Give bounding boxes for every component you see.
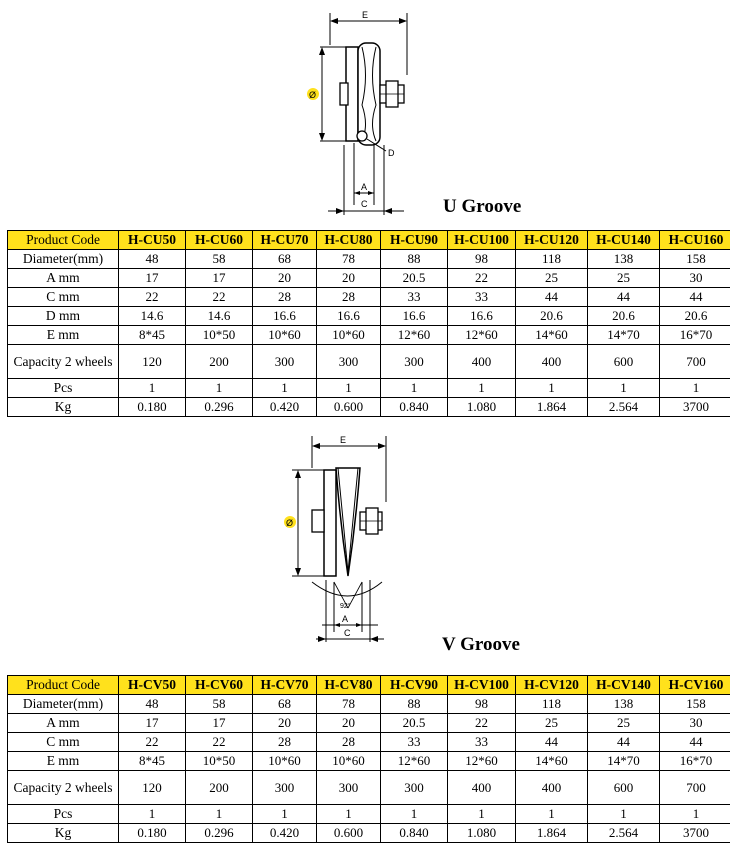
header-cell: H-CU140 xyxy=(588,231,660,250)
table-cell: 1 xyxy=(588,805,660,824)
table-cell: 1 xyxy=(588,379,660,398)
table-cell: 10*50 xyxy=(186,752,253,771)
table-cell: 20 xyxy=(253,269,317,288)
v-dim-e-label: E xyxy=(340,435,347,445)
table-cell: 400 xyxy=(448,771,516,805)
table-cell: 33 xyxy=(381,733,448,752)
table-cell: 12*60 xyxy=(448,752,516,771)
table-cell: 300 xyxy=(381,771,448,805)
table-cell: 0.600 xyxy=(317,398,381,417)
table-cell: 300 xyxy=(381,345,448,379)
row-label: E mm xyxy=(8,752,119,771)
table-cell: 1 xyxy=(381,379,448,398)
table-cell: 158 xyxy=(660,250,730,269)
row-label: A mm xyxy=(8,714,119,733)
table-cell: 1 xyxy=(448,805,516,824)
table-cell: 1.864 xyxy=(516,398,588,417)
u-dim-c-label: C xyxy=(361,199,368,209)
table-cell: 44 xyxy=(660,733,730,752)
v-header-row xyxy=(8,676,730,695)
u-groove-title: U Groove xyxy=(443,196,522,217)
table-cell: 1.080 xyxy=(448,398,516,417)
table-cell: 78 xyxy=(317,695,381,714)
table-cell: 300 xyxy=(253,771,317,805)
table-cell: 22 xyxy=(119,288,186,307)
table-cell: 25 xyxy=(516,269,588,288)
u-dim-a-label: A xyxy=(361,182,368,192)
header-cell: H-CV100 xyxy=(448,676,516,695)
row-label: Pcs xyxy=(8,379,119,398)
table-cell: 600 xyxy=(588,771,660,805)
table-cell: 22 xyxy=(186,288,253,307)
table-row xyxy=(8,326,730,345)
table-cell: 1.080 xyxy=(448,824,516,843)
table-row xyxy=(8,771,730,805)
table-cell: 0.600 xyxy=(317,824,381,843)
table-cell: 700 xyxy=(660,771,730,805)
table-cell: 14*60 xyxy=(516,752,588,771)
table-cell: 1 xyxy=(660,805,730,824)
table-cell: 118 xyxy=(516,250,588,269)
row-label: Capacity 2 wheels xyxy=(8,771,119,805)
header-cell: H-CV120 xyxy=(516,676,588,695)
table-cell: 22 xyxy=(448,269,516,288)
table-cell: 12*60 xyxy=(448,326,516,345)
table-cell: 1 xyxy=(381,805,448,824)
table-cell: 300 xyxy=(253,345,317,379)
table-cell: 58 xyxy=(186,695,253,714)
header-cell: H-CU80 xyxy=(317,231,381,250)
header-cell: H-CU100 xyxy=(448,231,516,250)
table-row xyxy=(8,250,730,269)
table-cell: 14.6 xyxy=(119,307,186,326)
table-cell: 20 xyxy=(317,714,381,733)
table-row xyxy=(8,824,730,843)
table-cell: 20 xyxy=(317,269,381,288)
table-cell: 120 xyxy=(119,771,186,805)
table-cell: 12*60 xyxy=(381,326,448,345)
table-cell: 300 xyxy=(317,345,381,379)
table-cell: 1 xyxy=(660,379,730,398)
table-cell: 1 xyxy=(516,379,588,398)
table-cell: 118 xyxy=(516,695,588,714)
table-cell: 44 xyxy=(516,733,588,752)
table-cell: 68 xyxy=(253,695,317,714)
table-cell: 22 xyxy=(448,714,516,733)
u-dim-d-label: D xyxy=(388,148,395,158)
header-cell: H-CV160 xyxy=(660,676,730,695)
table-cell: 28 xyxy=(253,288,317,307)
header-cell: H-CU160 xyxy=(660,231,730,250)
table-cell: 1 xyxy=(317,805,381,824)
v-groove-spec-table xyxy=(7,675,730,843)
table-cell: 88 xyxy=(381,695,448,714)
header-cell: Product Code xyxy=(8,231,119,250)
header-cell: H-CV70 xyxy=(253,676,317,695)
table-cell: 1 xyxy=(448,379,516,398)
v-dim-c-label: C xyxy=(344,628,351,638)
u-header-row xyxy=(8,231,730,250)
table-cell: 22 xyxy=(186,733,253,752)
table-cell: 20.6 xyxy=(660,307,730,326)
table-cell: 17 xyxy=(119,269,186,288)
table-cell: 58 xyxy=(186,250,253,269)
table-cell: 33 xyxy=(381,288,448,307)
table-cell: 200 xyxy=(186,771,253,805)
row-label: Pcs xyxy=(8,805,119,824)
table-cell: 16*70 xyxy=(660,752,730,771)
table-cell: 17 xyxy=(119,714,186,733)
table-cell: 16.6 xyxy=(381,307,448,326)
table-cell: 16*70 xyxy=(660,326,730,345)
table-cell: 44 xyxy=(660,288,730,307)
table-row xyxy=(8,307,730,326)
table-cell: 98 xyxy=(448,250,516,269)
table-row xyxy=(8,733,730,752)
table-cell: 0.420 xyxy=(253,398,317,417)
table-cell: 22 xyxy=(119,733,186,752)
table-cell: 44 xyxy=(588,288,660,307)
table-row xyxy=(8,805,730,824)
table-cell: 20.5 xyxy=(381,714,448,733)
table-cell: 1 xyxy=(253,805,317,824)
table-cell: 78 xyxy=(317,250,381,269)
table-cell: 10*60 xyxy=(317,752,381,771)
table-cell: 2.564 xyxy=(588,398,660,417)
table-cell: 1 xyxy=(186,379,253,398)
table-cell: 1 xyxy=(253,379,317,398)
row-label: A mm xyxy=(8,269,119,288)
table-cell: 400 xyxy=(448,345,516,379)
row-label: C mm xyxy=(8,288,119,307)
table-cell: 0.180 xyxy=(119,824,186,843)
u-dim-dia-label: Ø xyxy=(309,90,317,100)
table-cell: 88 xyxy=(381,250,448,269)
table-row xyxy=(8,695,730,714)
table-cell: 17 xyxy=(186,714,253,733)
header-cell: H-CV80 xyxy=(317,676,381,695)
header-cell: H-CU60 xyxy=(186,231,253,250)
table-cell: 8*45 xyxy=(119,326,186,345)
table-cell: 10*60 xyxy=(253,752,317,771)
table-cell: 10*60 xyxy=(317,326,381,345)
table-cell: 0.840 xyxy=(381,824,448,843)
v-dim-dia-label: Ø xyxy=(286,518,294,528)
table-cell: 30 xyxy=(660,714,730,733)
table-row xyxy=(8,379,730,398)
header-cell: H-CV140 xyxy=(588,676,660,695)
header-cell: H-CV90 xyxy=(381,676,448,695)
table-cell: 14*70 xyxy=(588,326,660,345)
table-cell: 1 xyxy=(119,805,186,824)
table-cell: 700 xyxy=(660,345,730,379)
table-cell: 8*45 xyxy=(119,752,186,771)
table-cell: 30 xyxy=(660,269,730,288)
table-row xyxy=(8,752,730,771)
row-label: D mm xyxy=(8,307,119,326)
table-row xyxy=(8,269,730,288)
table-cell: 1 xyxy=(317,379,381,398)
table-cell: 98 xyxy=(448,695,516,714)
table-cell: 200 xyxy=(186,345,253,379)
table-row xyxy=(8,345,730,379)
header-cell: Product Code xyxy=(8,676,119,695)
table-cell: 1.864 xyxy=(516,824,588,843)
table-cell: 12*60 xyxy=(381,752,448,771)
table-cell: 25 xyxy=(588,714,660,733)
header-cell: H-CU90 xyxy=(381,231,448,250)
table-cell: 20.6 xyxy=(516,307,588,326)
row-label: C mm xyxy=(8,733,119,752)
header-cell: H-CU70 xyxy=(253,231,317,250)
table-cell: 1 xyxy=(186,805,253,824)
table-cell: 14*70 xyxy=(588,752,660,771)
table-cell: 44 xyxy=(516,288,588,307)
table-row xyxy=(8,714,730,733)
row-label: Capacity 2 wheels xyxy=(8,345,119,379)
table-cell: 28 xyxy=(317,733,381,752)
table-cell: 33 xyxy=(448,288,516,307)
table-cell: 33 xyxy=(448,733,516,752)
row-label: Kg xyxy=(8,398,119,417)
u-groove-spec-table xyxy=(7,230,730,417)
table-cell: 158 xyxy=(660,695,730,714)
table-cell: 16.6 xyxy=(317,307,381,326)
table-cell: 400 xyxy=(516,771,588,805)
row-label: Diameter(mm) xyxy=(8,695,119,714)
table-cell: 25 xyxy=(588,269,660,288)
v-dim-a-label: A xyxy=(342,614,349,624)
table-cell: 14*60 xyxy=(516,326,588,345)
table-row xyxy=(8,288,730,307)
table-cell: 2.564 xyxy=(588,824,660,843)
u-dim-e-label: E xyxy=(362,10,369,20)
table-cell: 300 xyxy=(317,771,381,805)
table-cell: 120 xyxy=(119,345,186,379)
table-cell: 14.6 xyxy=(186,307,253,326)
table-cell: 10*60 xyxy=(253,326,317,345)
v-groove-title: V Groove xyxy=(442,634,520,655)
table-cell: 1 xyxy=(119,379,186,398)
table-cell: 28 xyxy=(317,288,381,307)
table-cell: 0.180 xyxy=(119,398,186,417)
header-cell: H-CV60 xyxy=(186,676,253,695)
table-cell: 600 xyxy=(588,345,660,379)
table-cell: 68 xyxy=(253,250,317,269)
table-cell: 400 xyxy=(516,345,588,379)
row-label: Kg xyxy=(8,824,119,843)
row-label: Diameter(mm) xyxy=(8,250,119,269)
table-cell: 3700 xyxy=(660,398,730,417)
table-row xyxy=(8,398,730,417)
table-cell: 48 xyxy=(119,695,186,714)
row-label: E mm xyxy=(8,326,119,345)
u-groove-drawing xyxy=(300,5,430,217)
table-cell: 0.296 xyxy=(186,398,253,417)
table-cell: 138 xyxy=(588,695,660,714)
v-groove-drawing xyxy=(282,432,402,644)
table-cell: 25 xyxy=(516,714,588,733)
table-cell: 20.6 xyxy=(588,307,660,326)
table-cell: 20 xyxy=(253,714,317,733)
table-cell: 28 xyxy=(253,733,317,752)
table-cell: 20.5 xyxy=(381,269,448,288)
table-cell: 0.840 xyxy=(381,398,448,417)
v-angle-label: 92° xyxy=(340,603,351,610)
header-cell: H-CU50 xyxy=(119,231,186,250)
table-cell: 44 xyxy=(588,733,660,752)
table-cell: 10*50 xyxy=(186,326,253,345)
table-cell: 17 xyxy=(186,269,253,288)
table-cell: 1 xyxy=(516,805,588,824)
header-cell: H-CV50 xyxy=(119,676,186,695)
table-cell: 0.420 xyxy=(253,824,317,843)
table-cell: 48 xyxy=(119,250,186,269)
table-cell: 138 xyxy=(588,250,660,269)
header-cell: H-CU120 xyxy=(516,231,588,250)
table-cell: 16.6 xyxy=(448,307,516,326)
table-cell: 16.6 xyxy=(253,307,317,326)
table-cell: 3700 xyxy=(660,824,730,843)
table-cell: 0.296 xyxy=(186,824,253,843)
